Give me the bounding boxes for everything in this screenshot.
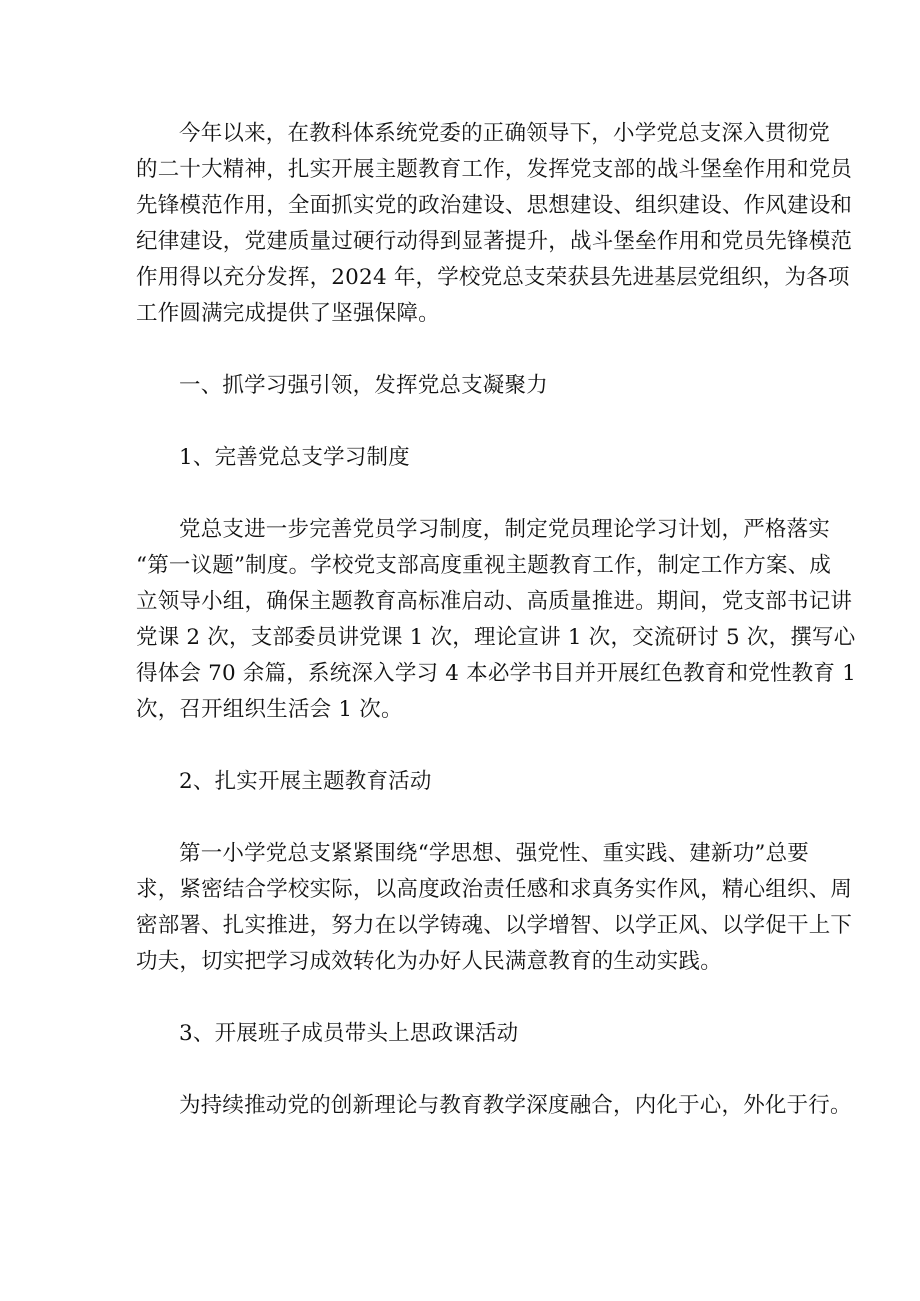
paragraph-line: 得体会 70 余篇，系统深入学习 4 本必学书目并开展红色教育和党性教育 1: [136, 661, 856, 686]
paragraph-line: 功夫，切实把学习成效转化为办好人民满意教育的生动实践。: [136, 949, 722, 974]
paragraph-line: 次，召开组织生活会 1 次。: [136, 697, 403, 722]
intro-line: 今年以来，在教科体系统党委的正确领导下，小学党总支深入贯彻党: [179, 121, 831, 146]
subsection-3-paragraph: [136, 1088, 852, 1124]
paragraph-line: 第一小学党总支紧紧围绕“学思想、强党性、重实践、建新功”总要: [179, 841, 809, 866]
intro-line: 作用得以充分发挥，2024 年，学校党总支荣获县先进基层党组织，为各项: [136, 265, 850, 290]
intro-paragraph: [136, 116, 853, 332]
section-heading: 一、抓学习强引领，发挥党总支凝聚力: [179, 373, 548, 398]
subsection-1-paragraph: [136, 512, 856, 728]
paragraph-line: 求，紧密结合学校实际，以高度政治责任感和求真务实作风，精心组织、周: [136, 877, 853, 902]
subsection-2-paragraph: [136, 836, 853, 980]
paragraph-line: 为持续推动党的创新理论与教育教学深度融合，内化于心，外化于行。: [179, 1093, 852, 1118]
paragraph-line: “第一议题”制度。学校党支部高度重视主题教育工作，制定工作方案、成: [136, 553, 832, 578]
paragraph-line: 党总支进一步完善党员学习制度，制定党员理论学习计划，严格落实: [179, 517, 831, 542]
subsection-heading: 3、开展班子成员带头上思政课活动: [179, 1021, 519, 1046]
paragraph-line: 党课 2 次，支部委员讲党课 1 次，理论宣讲 1 次，交流研讨 5 次，撰写心: [136, 625, 856, 650]
intro-line: 纪律建设，党建质量过硬行动得到显著提升，战斗堡垒作用和党员先锋模范: [136, 229, 853, 254]
intro-line: 先锋模范作用，全面抓实党的政治建设、思想建设、组织建设、作风建设和: [136, 193, 853, 218]
intro-line: 工作圆满完成提供了坚强保障。: [136, 301, 440, 326]
subsection-heading: 2、扎实开展主题教育活动: [179, 769, 432, 794]
subsection-heading: 1、完善党总支学习制度: [179, 445, 410, 470]
paragraph-line: 密部署、扎实推进，努力在以学铸魂、以学增智、以学正风、以学促干上下: [136, 913, 853, 938]
document-body: [136, 116, 856, 1124]
intro-line: 的二十大精神，扎实开展主题教育工作，发挥党支部的战斗堡垒作用和党员: [136, 157, 853, 182]
paragraph-line: 立领导小组，确保主题教育高标准启动、高质量推进。期间，党支部书记讲: [136, 589, 853, 614]
